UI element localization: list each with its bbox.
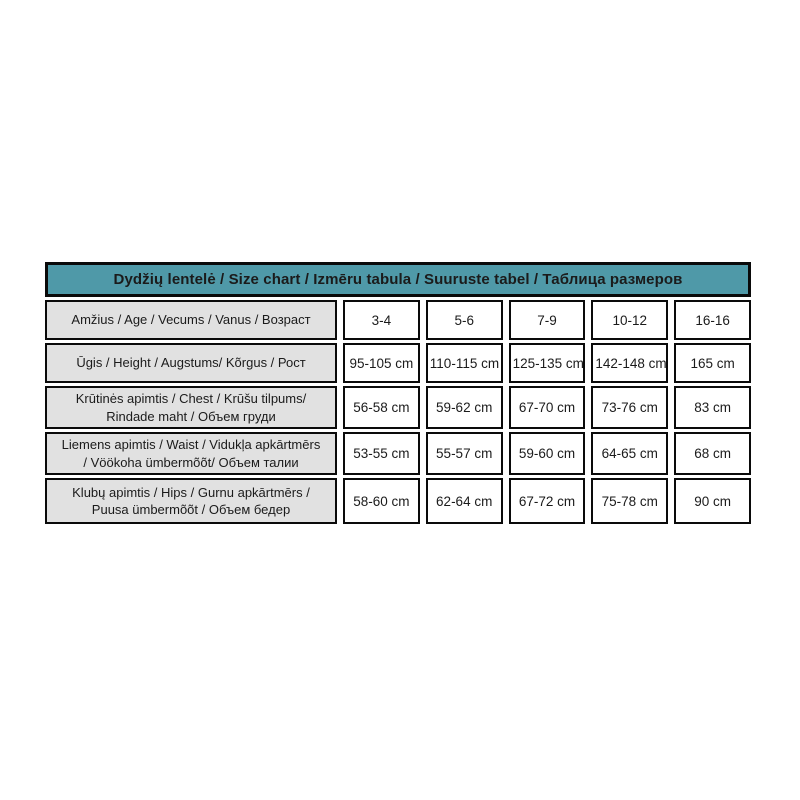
size-chart-title: Dydžių lentelė / Size chart / Izmēru tabula / Suuruste tabel / Таблица размеров bbox=[45, 262, 751, 297]
chest-value: 56-58 cm bbox=[343, 386, 420, 429]
chest-value: 73-76 cm bbox=[591, 386, 668, 429]
waist-row-label: Liemens apimtis / Waist / Vidukļa apkārtmērs / Vöökoha ümbermõõt/ Объем талии bbox=[45, 432, 337, 475]
size-chart-header-row bbox=[45, 262, 751, 297]
size-chart-table bbox=[39, 259, 757, 527]
row-height bbox=[45, 343, 751, 383]
waist-value: 64-65 cm bbox=[591, 432, 668, 475]
height-value: 95-105 cm bbox=[343, 343, 420, 383]
height-row-label: Ūgis / Height / Augstums/ Kõrgus / Рост bbox=[45, 343, 337, 383]
age-value: 16-16 bbox=[674, 300, 751, 340]
waist-value: 53-55 cm bbox=[343, 432, 420, 475]
waist-value: 59-60 cm bbox=[509, 432, 586, 475]
row-hips bbox=[45, 478, 751, 524]
row-waist bbox=[45, 432, 751, 475]
hips-value: 90 cm bbox=[674, 478, 751, 524]
chest-value: 67-70 cm bbox=[509, 386, 586, 429]
height-value: 142-148 cm bbox=[591, 343, 668, 383]
hips-value: 67-72 cm bbox=[509, 478, 586, 524]
height-value: 125-135 cm bbox=[509, 343, 586, 383]
age-value: 5-6 bbox=[426, 300, 503, 340]
waist-value: 55-57 cm bbox=[426, 432, 503, 475]
row-age bbox=[45, 300, 751, 340]
chest-row-label: Krūtinės apimtis / Chest / Krūšu tilpums/ Rindade maht / Объем груди bbox=[45, 386, 337, 429]
hips-value: 62-64 cm bbox=[426, 478, 503, 524]
height-value: 165 cm bbox=[674, 343, 751, 383]
age-value: 3-4 bbox=[343, 300, 420, 340]
chest-value: 83 cm bbox=[674, 386, 751, 429]
height-value: 110-115 cm bbox=[426, 343, 503, 383]
waist-value: 68 cm bbox=[674, 432, 751, 475]
hips-row-label: Klubų apimtis / Hips / Gurnu apkārtmērs / Puusa ümbermõõt / Объем бедер bbox=[45, 478, 337, 524]
hips-value: 58-60 cm bbox=[343, 478, 420, 524]
row-chest bbox=[45, 386, 751, 429]
chest-value: 59-62 cm bbox=[426, 386, 503, 429]
age-value: 7-9 bbox=[509, 300, 586, 340]
hips-value: 75-78 cm bbox=[591, 478, 668, 524]
age-value: 10-12 bbox=[591, 300, 668, 340]
age-row-label: Amžius / Age / Vecums / Vanus / Возраст bbox=[45, 300, 337, 340]
